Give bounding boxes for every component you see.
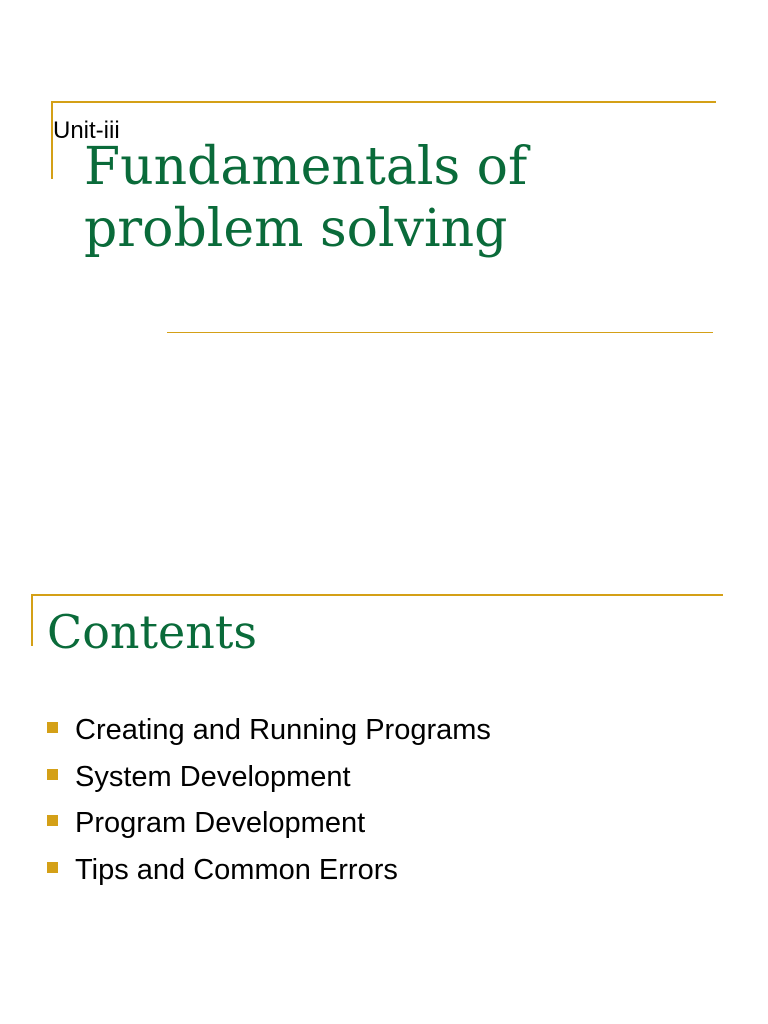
slide-title bbox=[84, 136, 704, 260]
slide-title-line: problem solving bbox=[84, 199, 508, 259]
contents-list bbox=[47, 713, 491, 899]
contents-slide bbox=[0, 576, 768, 1024]
square-bullet-icon bbox=[47, 862, 58, 873]
title-frame-top-line bbox=[51, 101, 716, 103]
list-item bbox=[47, 760, 491, 807]
square-bullet-icon bbox=[47, 769, 58, 780]
square-bullet-icon bbox=[47, 815, 58, 826]
list-item-label: Program Development bbox=[75, 807, 366, 839]
contents-frame-top-line bbox=[31, 594, 723, 596]
slide-title-line: Fundamentals of bbox=[84, 137, 528, 197]
square-bullet-icon bbox=[47, 722, 58, 733]
list-item-label: Creating and Running Programs bbox=[75, 714, 491, 746]
contents-title: Contents bbox=[47, 605, 257, 659]
list-item-label: System Development bbox=[75, 760, 351, 793]
list-item bbox=[47, 713, 491, 760]
title-underline bbox=[167, 332, 713, 333]
list-item bbox=[47, 853, 491, 900]
contents-frame-left-line bbox=[31, 594, 33, 646]
list-item bbox=[47, 806, 491, 853]
list-item-label: Tips and Common Errors bbox=[75, 853, 398, 886]
unit-label: Unit-iii bbox=[53, 117, 120, 144]
